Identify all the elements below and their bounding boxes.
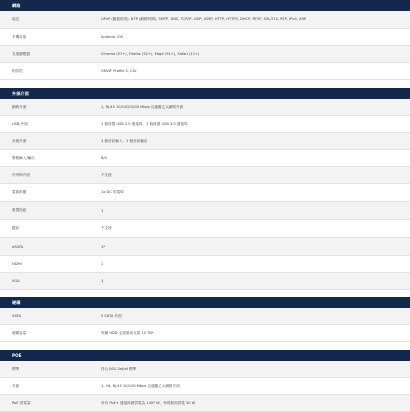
spec-value: ONVIF Profile S, CGI bbox=[101, 69, 137, 73]
spec-row-mobile-access bbox=[0, 29, 410, 46]
spec-row-serial bbox=[0, 167, 410, 184]
spec-value: 符合 802.3at/af 標準 bbox=[101, 366, 137, 371]
spec-value: 2 SATA 介面 bbox=[101, 313, 122, 318]
spec-label: HDMI bbox=[12, 262, 22, 266]
spec-value: 不支援 bbox=[101, 226, 112, 230]
spec-label: 音頻介面 bbox=[12, 138, 27, 143]
spec-label: 鍵訊 bbox=[12, 226, 20, 230]
spec-value: 1- 16, RJ-45 10/100 Mbps 自適應乙太網路介面 bbox=[101, 383, 180, 388]
section-external-interfaces bbox=[0, 88, 410, 290]
section-hard-disk bbox=[0, 297, 410, 342]
spec-row-hdmi bbox=[0, 256, 410, 273]
spec-label: SATA bbox=[12, 314, 21, 318]
spec-label: 電源供應 bbox=[12, 190, 27, 194]
spec-value: 不支援 bbox=[101, 172, 112, 177]
spec-label: VGA bbox=[12, 279, 20, 283]
spec-row-reset bbox=[0, 202, 410, 220]
spec-row-usb bbox=[0, 116, 410, 133]
spec-row-sata bbox=[0, 308, 410, 325]
spec-label: eSATA bbox=[12, 244, 24, 249]
section-header-external-interfaces: 外部介面 bbox=[0, 88, 410, 99]
spec-value: 1* bbox=[101, 244, 106, 249]
spec-value: UPnP (隨插即用), NTP (網路時間), SMTP, DNS, TCP/IP, UDP, ICMP, HTTP, HTTPS, DHCP, RTSP, SSL/TLS, RTP, IPv4, ARP bbox=[101, 17, 307, 21]
spec-label: 硬碟容量 bbox=[12, 330, 27, 335]
spec-row-standard bbox=[0, 361, 410, 378]
spec-row-browsers bbox=[0, 46, 410, 63]
spec-value: Android, iOS bbox=[101, 35, 124, 39]
section-header-network: 網路 bbox=[0, 0, 410, 11]
spec-label: USB 介面 bbox=[12, 121, 28, 126]
spec-label: 序列埠介面 bbox=[12, 172, 30, 177]
spec-value: 8/4 bbox=[101, 156, 107, 160]
section-network bbox=[0, 0, 410, 80]
spec-row-protocol bbox=[0, 11, 410, 29]
spec-label: 手機存取 bbox=[12, 34, 27, 39]
spec-row-poe-power bbox=[0, 395, 410, 412]
spec-value: 1x DC 供電埠 bbox=[101, 190, 124, 194]
spec-value: 1 個前置 USB 2.0 連接埠、1 個後置 USB 3.0 連接埠 bbox=[101, 121, 188, 126]
section-header-hard-disk: 硬碟 bbox=[0, 297, 410, 308]
spec-label: 網路介面 bbox=[12, 104, 27, 109]
spec-value: 1 個音訊輸入；1 個音訊輸出 bbox=[101, 138, 148, 143]
spec-row-network-interface bbox=[0, 99, 410, 116]
spec-row-esata bbox=[0, 238, 410, 256]
spec-label: PoE 供電量 bbox=[12, 400, 31, 405]
spec-value: 1 bbox=[101, 262, 104, 266]
spec-value: 1, RJ-45 10/100/1000 Mbps 自適應乙太網路介面 bbox=[101, 104, 184, 109]
spec-row-audio bbox=[0, 133, 410, 150]
spec-label: 介面 bbox=[12, 383, 20, 388]
spec-value: 每顆 HDD 支援最高支援 10 TB* bbox=[101, 330, 154, 335]
spec-label: 重置按鈕 bbox=[12, 208, 27, 212]
spec-row-vga bbox=[0, 273, 410, 290]
spec-row-compatibility bbox=[0, 63, 410, 80]
spec-row-alarm-io bbox=[0, 150, 410, 167]
spec-row-poe-interface bbox=[0, 378, 410, 395]
spec-label: 相容性 bbox=[12, 68, 23, 73]
spec-label: 標準 bbox=[12, 366, 20, 371]
spec-value: Chrome (57+), Firefox (52+), Edge (91+), Safari (11+) bbox=[101, 52, 200, 56]
spec-value: 所有 PoE+ 連接埠總供電為 140* W，每埠最高供電 30 W bbox=[101, 400, 196, 405]
spec-row-power bbox=[0, 184, 410, 202]
spec-row-capacity bbox=[0, 325, 410, 342]
spec-value: 1 bbox=[101, 279, 104, 283]
spec-row-mouse bbox=[0, 220, 410, 238]
spec-label: 警報輸入/輸出 bbox=[12, 155, 35, 160]
spec-label: 協定 bbox=[12, 17, 20, 21]
spec-label: 支援瀏覽器 bbox=[12, 51, 30, 56]
section-poe bbox=[0, 350, 410, 412]
section-header-poe: POE bbox=[0, 350, 410, 361]
spec-value: 1 bbox=[101, 208, 104, 213]
